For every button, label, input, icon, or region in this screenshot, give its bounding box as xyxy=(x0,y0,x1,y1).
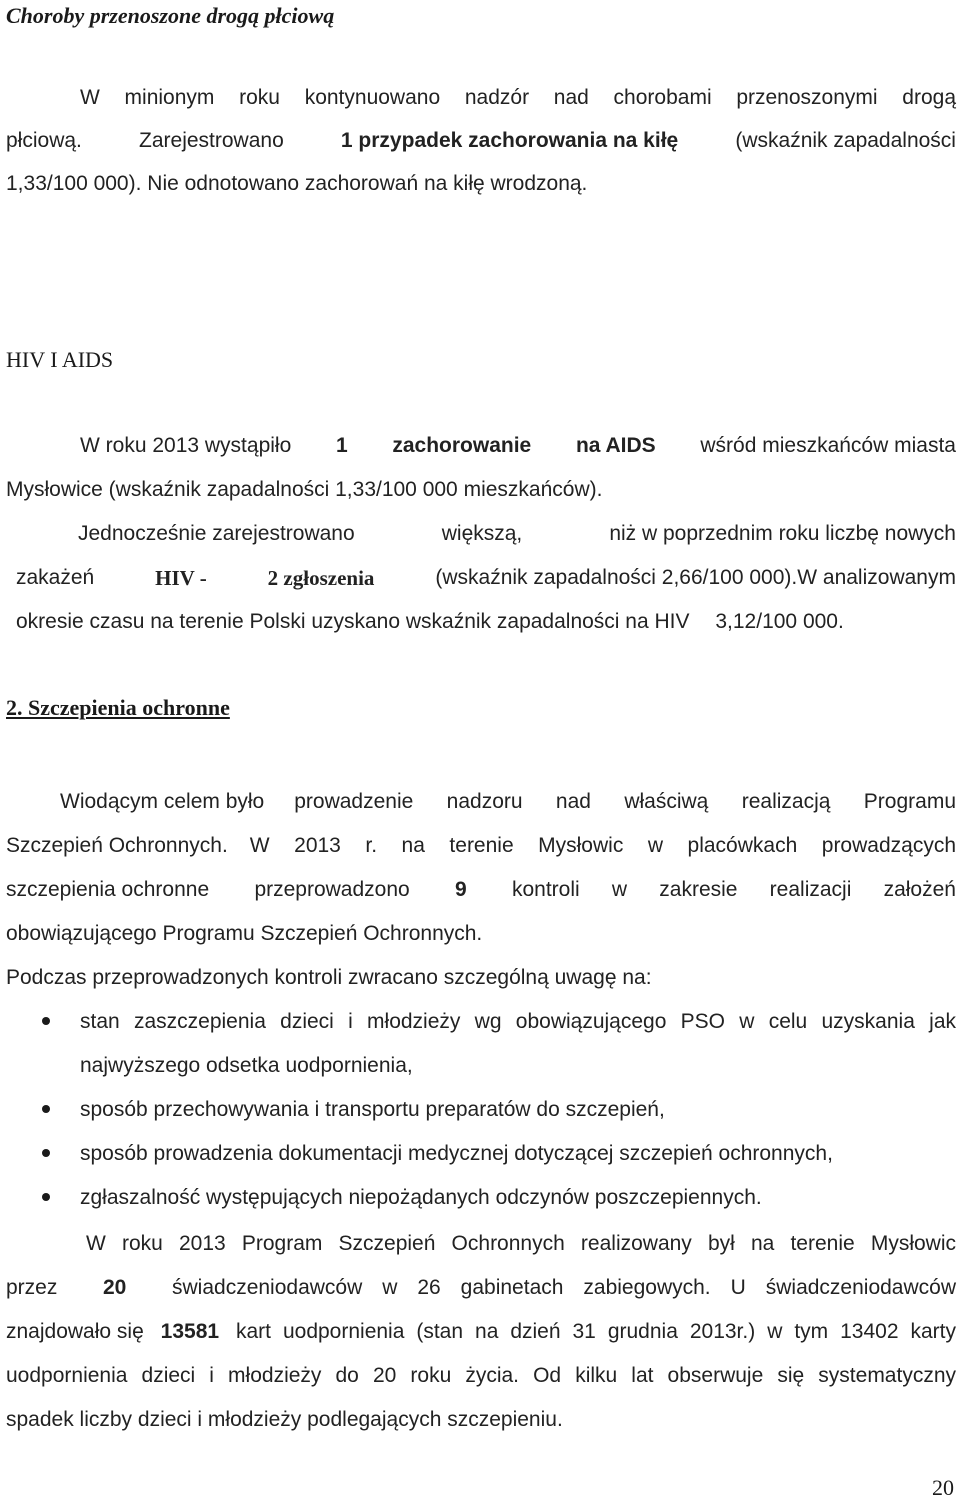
vacc-highlight: 9 xyxy=(455,878,467,901)
bullet-item-1-line-1: stan zaszczepienia dzieci i młodzieży wg obowiązującego PSO w celu uzyskania jak xyxy=(80,1010,956,1033)
hiv-text: zakażeń xyxy=(16,566,95,589)
std-highlight: 1 przypadek zachorowania na kiłę xyxy=(340,129,679,152)
vacc-paragraph-2-line-3 xyxy=(6,1318,956,1346)
bullet-icon xyxy=(42,1105,50,1113)
vacc-text: szczepienia ochronne xyxy=(6,878,210,901)
vacc-text: Szczepień Ochronnych. xyxy=(6,834,228,857)
vacc-paragraph-1-line-1 xyxy=(60,788,956,816)
hiv-highlight: 1 xyxy=(335,434,348,457)
vacc-intro: Podczas przeprowadzonych kontroli zwracano szczególną uwagę na: xyxy=(6,966,652,989)
bullet-icon xyxy=(42,1017,50,1025)
std-text: płciową. xyxy=(6,129,82,152)
vacc-text: świadczeniodawców w 26 gabinetach zabiegowych. U świadczeniodawców xyxy=(172,1276,956,1299)
hiv-highlight: 2 zgłoszenia xyxy=(267,566,375,590)
hiv-text: większą, xyxy=(441,522,523,545)
hiv-text: (wskaźnik zapadalności 2,66/100 000).W analizowanym xyxy=(435,566,956,589)
hiv-paragraph-1-line-1 xyxy=(80,432,956,460)
page-number: 20 xyxy=(932,1475,954,1500)
hiv-paragraph-2-line-1 xyxy=(78,520,956,548)
vacc-paragraph-1-line-3 xyxy=(6,876,956,904)
vacc-paragraph-2-line-1: W roku 2013 Program Szczepień Ochronnych realizowany był na terenie Mysłowic xyxy=(86,1232,956,1255)
vacc-text: kontroli w zakresie realizacji założeń xyxy=(511,878,956,901)
vacc-highlight: 20 xyxy=(103,1276,127,1299)
vacc-text: przez xyxy=(6,1276,58,1299)
vacc-paragraph-1-line-2 xyxy=(6,832,956,860)
std-paragraph-line-1: W minionym roku kontynuowano nadzór nad chorobami przenoszonymi drogą xyxy=(80,86,956,109)
bullet-item-3: sposób prowadzenia dokumentacji medycznej dotyczącej szczepień ochronnych, xyxy=(80,1142,833,1165)
bullet-icon xyxy=(42,1149,50,1157)
vacc-text: W 2013 r. na terenie Mysłowic w placówkach prowadzących xyxy=(249,834,956,857)
std-text: (wskaźnik zapadalności xyxy=(735,129,956,152)
hiv-paragraph-1-line-2: Mysłowice (wskaźnik zapadalności 1,33/100 000 mieszkańców). xyxy=(6,478,603,501)
vacc-paragraph-2-line-2 xyxy=(6,1274,956,1302)
hiv-paragraph-2-line-3 xyxy=(16,608,844,636)
hiv-text: okresie czasu na terenie Polski uzyskano wskaźnik zapadalności na HIV xyxy=(16,610,690,633)
hiv-text: wśród mieszkańców miasta xyxy=(700,434,956,457)
hiv-text: W roku 2013 wystąpiło xyxy=(80,434,292,457)
hiv-highlight: na AIDS xyxy=(575,434,656,457)
section-title-hiv: HIV I AIDS xyxy=(6,347,114,372)
bullet-item-1-line-2: najwyższego odsetka uodpornienia, xyxy=(80,1054,413,1077)
hiv-highlight: zachorowanie xyxy=(392,434,532,457)
vacc-paragraph-2-line-4: uodpornienia dzieci i młodzieży do 20 roku życia. Od kilku lat obserwuje się systematyczny xyxy=(6,1364,956,1387)
hiv-text: Jednocześnie zarejestrowano xyxy=(78,522,355,545)
section-title-std: Choroby przenoszone drogą płciową xyxy=(6,3,335,28)
hiv-text: 3,12/100 000. xyxy=(715,610,844,633)
bullet-item-2: sposób przechowywania i transportu preparatów do szczepień, xyxy=(80,1098,665,1121)
hiv-text: niż w poprzednim roku liczbę nowych xyxy=(609,522,956,545)
vacc-paragraph-2-line-5: spadek liczby dzieci i młodzieży podlegających szczepieniu. xyxy=(6,1408,563,1431)
vacc-text: Wiodącym celem było xyxy=(60,790,265,813)
vacc-text: znajdowało się xyxy=(6,1320,144,1343)
std-paragraph-line-3: 1,33/100 000). Nie odnotowano zachorowań na kiłę wrodzoną. xyxy=(6,172,588,195)
bullet-item-4: zgłaszalność występujących niepożądanych odczynów poszczepiennych. xyxy=(80,1186,762,1209)
bullet-icon xyxy=(42,1193,50,1201)
std-paragraph-line-2 xyxy=(6,127,956,155)
vacc-text: przeprowadzono xyxy=(254,878,410,901)
vacc-paragraph-1-line-4: obowiązującego Programu Szczepień Ochronnych. xyxy=(6,922,483,945)
hiv-paragraph-2-line-2 xyxy=(16,564,956,592)
hiv-highlight: HIV - xyxy=(155,566,207,590)
vacc-text: prowadzenie nadzoru nad właściwą realizacją Programu xyxy=(294,790,956,813)
std-text: Zarejestrowano xyxy=(139,129,284,152)
vacc-highlight: 13581 xyxy=(160,1320,220,1343)
vacc-text: kart uodpornienia (stan na dzień 31 grudnia 2013r.) w tym 13402 karty xyxy=(235,1320,956,1343)
section-title-vaccinations: 2. Szczepienia ochronne xyxy=(6,695,230,720)
